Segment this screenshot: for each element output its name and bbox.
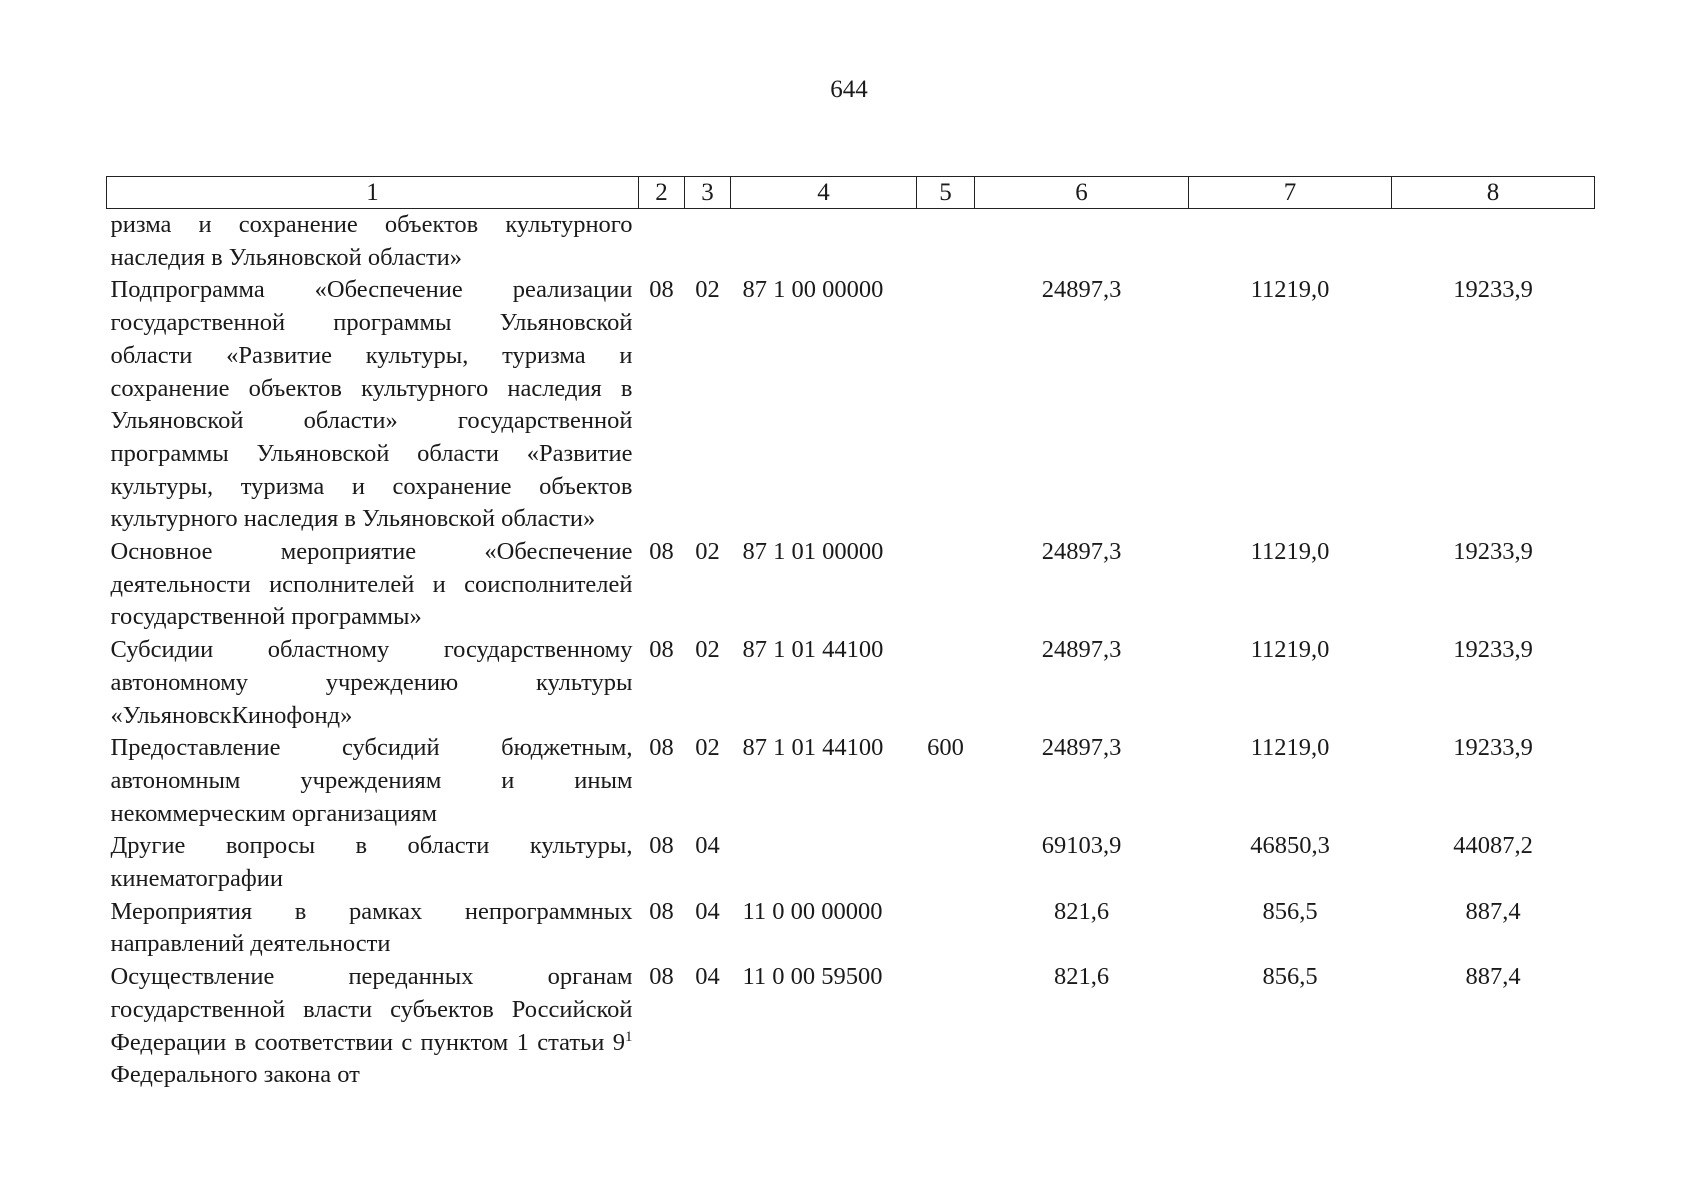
row-expense-type [917, 536, 975, 634]
row-name: Предоставление субсидий бюджетным, автономным учреждениям и иным некоммерческим организациям [110, 734, 633, 827]
column-header-expense-type: 5 [917, 177, 975, 209]
column-header-target-code: 4 [731, 177, 917, 209]
column-header-section: 2 [639, 177, 685, 209]
row-amount-1: 24897,3 [1041, 276, 1122, 304]
row-amount-2: 46850,3 [1250, 832, 1330, 860]
table-row [107, 830, 1595, 895]
row-subsection: 04 [695, 832, 720, 860]
row-target-code: 87 1 00 00000 [742, 276, 884, 304]
row-name: Мероприятия в рамках непрограммных направлений деятельности [110, 897, 633, 958]
row-amount-1: 24897,3 [1041, 636, 1122, 664]
row-name: Подпрограмма «Обеспечение реализации государственной программы Ульяновской области «Развитие культуры, туризма и сохранение объектов культурного наследия в Ульяновской области» государственной программы Ульяновской области «Развитие культуры, туризма и сохранение объектов культурного наследия в Ульяновской области» [110, 276, 633, 533]
row-target-code [731, 830, 917, 895]
table-row [107, 209, 1595, 275]
row-subsection: 02 [695, 636, 720, 664]
row-section: 08 [649, 276, 674, 304]
row-expense-type [917, 961, 975, 1092]
row-section: 08 [649, 636, 674, 664]
table-row [107, 274, 1595, 536]
row-expense-type [917, 634, 975, 732]
row-section: 08 [649, 897, 674, 925]
row-section: 08 [649, 538, 674, 566]
row-subsection: 04 [695, 963, 720, 991]
column-header-amount-3: 8 [1392, 177, 1595, 209]
table-row [107, 896, 1595, 961]
row-subsection: 02 [695, 276, 720, 304]
row-amount-3 [1392, 209, 1595, 275]
column-header-name: 1 [107, 177, 639, 209]
row-name: ризма и сохранение объектов культурного наследия в Ульяновской области» [110, 211, 633, 271]
row-name-superscript: 1 [625, 1028, 633, 1045]
row-name: Основное мероприятие «Обеспечение деятельности исполнителей и соисполнителей государственной программы» [110, 538, 633, 631]
table-row [107, 536, 1595, 634]
table-row [107, 732, 1595, 830]
row-amount-2: 856,5 [1262, 897, 1318, 925]
row-amount-1: 821,6 [1053, 963, 1110, 991]
row-expense-type: 600 [927, 734, 964, 762]
row-subsection: 04 [695, 897, 720, 925]
row-target-code [731, 209, 917, 275]
table-header-row [107, 177, 1595, 209]
row-amount-3: 44087,2 [1453, 832, 1533, 860]
row-target-code: 11 0 00 59500 [742, 963, 883, 991]
table-row [107, 634, 1595, 732]
row-target-code: 87 1 01 44100 [742, 734, 884, 762]
row-amount-3: 19233,9 [1453, 734, 1533, 762]
page-number: 644 [830, 76, 868, 103]
row-amount-1 [975, 209, 1189, 275]
row-target-code: 87 1 01 44100 [742, 636, 884, 664]
row-amount-1: 24897,3 [1041, 734, 1122, 762]
row-name-text: Осуществление переданных органам государственной власти субъектов Российской Федерации в соответствии с пунктом 1 статьи 9 [110, 963, 633, 1056]
row-amount-2 [1189, 209, 1392, 275]
column-header-subsection: 3 [685, 177, 731, 209]
row-subsection [685, 209, 731, 275]
column-header-amount-1: 6 [975, 177, 1189, 209]
row-amount-2: 11219,0 [1250, 734, 1330, 762]
row-subsection: 02 [695, 734, 720, 762]
row-subsection: 02 [695, 538, 720, 566]
row-amount-2: 856,5 [1262, 963, 1318, 991]
row-amount-3: 19233,9 [1453, 636, 1533, 664]
row-amount-2: 11219,0 [1250, 636, 1330, 664]
row-amount-3: 19233,9 [1453, 276, 1533, 304]
row-amount-3: 887,4 [1465, 963, 1521, 991]
row-section: 08 [649, 832, 674, 860]
column-header-amount-2: 7 [1189, 177, 1392, 209]
row-amount-3: 887,4 [1465, 897, 1521, 925]
row-amount-1: 69103,9 [1041, 832, 1122, 860]
row-amount-1: 24897,3 [1041, 538, 1122, 566]
row-section: 08 [649, 963, 674, 991]
row-amount-2: 11219,0 [1250, 538, 1330, 566]
row-expense-type [917, 209, 975, 275]
row-amount-2: 11219,0 [1250, 276, 1330, 304]
row-name: Субсидии областному государственному автономному учреждению культуры «УльяновскКинофонд» [110, 636, 633, 729]
row-section: 08 [649, 734, 674, 762]
row-section [639, 209, 685, 275]
row-name: Другие вопросы в области культуры, кинематографии [110, 832, 633, 893]
row-expense-type [917, 274, 975, 536]
table-row [107, 961, 1595, 1092]
row-expense-type [917, 830, 975, 895]
row-name [107, 961, 639, 1092]
row-amount-3: 19233,9 [1453, 538, 1533, 566]
row-amount-1: 821,6 [1053, 897, 1110, 925]
row-expense-type [917, 896, 975, 961]
row-target-code: 11 0 00 00000 [742, 897, 883, 925]
row-target-code: 87 1 01 00000 [742, 538, 884, 566]
row-name-tail: Федерального закона от [110, 1061, 360, 1089]
budget-table [106, 176, 1595, 1092]
